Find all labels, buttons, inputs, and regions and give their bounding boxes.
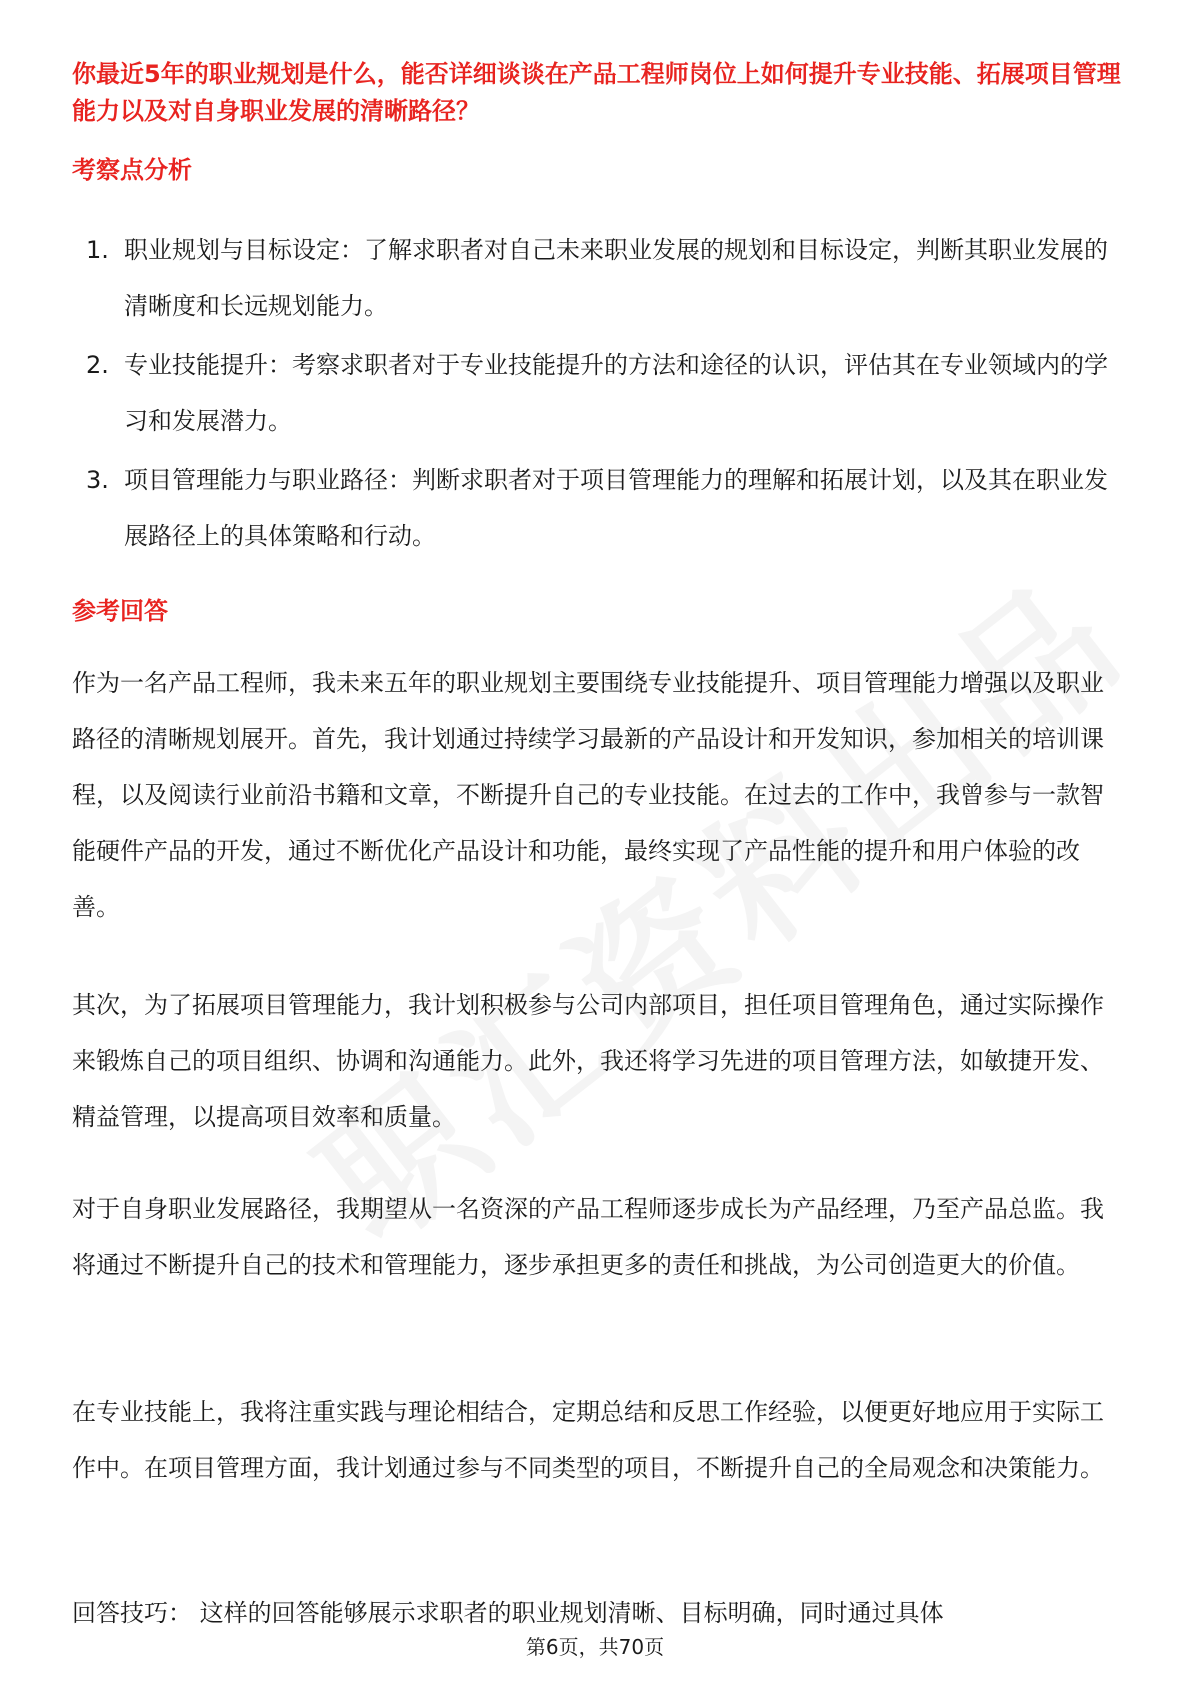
answer-paragraph: 在专业技能上，我将注重实践与理论相结合，定期总结和反思工作经验，以便更好地应用于实际工作中。在项目管理方面，我计划通过参与不同类型的项目，不断提升自己的全局观念和决策能力。	[72, 1398, 1104, 1482]
answer-paragraph: 对于自身职业发展路径，我期望从一名资深的产品工程师逐步成长为产品经理，乃至产品总监。我将通过不断提升自己的技术和管理能力，逐步承担更多的责任和挑战，为公司创造更大的价值。	[72, 1195, 1104, 1279]
analysis-heading: 考察点分析	[72, 156, 192, 184]
list-item-number: 2.	[86, 351, 109, 379]
list-item-text: 专业技能提升：考察求职者对于专业技能提升的方法和途径的认识，评估其在专业领域内的学习和发展潜力。	[124, 351, 1108, 435]
list-item-text: 项目管理能力与职业路径：判断求职者对于项目管理能力的理解和拓展计划，以及其在职业发展路径上的具体策略和行动。	[124, 466, 1108, 550]
page-number-footer: 第6页，共70页	[525, 1635, 665, 1659]
answer-heading: 参考回答	[72, 597, 168, 625]
list-item	[72, 337, 1122, 449]
list-item-number: 3.	[86, 466, 109, 494]
list-item	[72, 452, 1122, 564]
answer-paragraph: 作为一名产品工程师，我未来五年的职业规划主要围绕专业技能提升、项目管理能力增强以及职业路径的清晰规划展开。首先，我计划通过持续学习最新的产品设计和开发知识，参加相关的培训课程，以及阅读行业前沿书籍和文章，不断提升自己的专业技能。在过去的工作中，我曾参与一款智能硬件产品的开发，通过不断优化产品设计和功能，最终实现了产品性能的提升和用户体验的改善。	[72, 669, 1104, 921]
analysis-points-list	[72, 222, 1122, 567]
answer-tip-paragraph: 回答技巧： 这样的回答能够展示求职者的职业规划清晰、目标明确，同时通过具体	[72, 1599, 944, 1627]
list-item-text: 职业规划与目标设定：了解求职者对自己未来职业发展的规划和目标设定，判断其职业发展的清晰度和长远规划能力。	[124, 236, 1108, 320]
list-item	[72, 222, 1122, 334]
list-item-number: 1.	[86, 236, 109, 264]
answer-paragraph: 其次，为了拓展项目管理能力，我计划积极参与公司内部项目，担任项目管理角色，通过实际操作来锻炼自己的项目组织、协调和沟通能力。此外，我还将学习先进的项目管理方法，如敏捷开发、精益管理，以提高项目效率和质量。	[72, 991, 1104, 1131]
question-title: 你最近5年的职业规划是什么，能否详细谈谈在产品工程师岗位上如何提升专业技能、拓展项目管理能力以及对自身职业发展的清晰路径？	[72, 60, 1121, 125]
